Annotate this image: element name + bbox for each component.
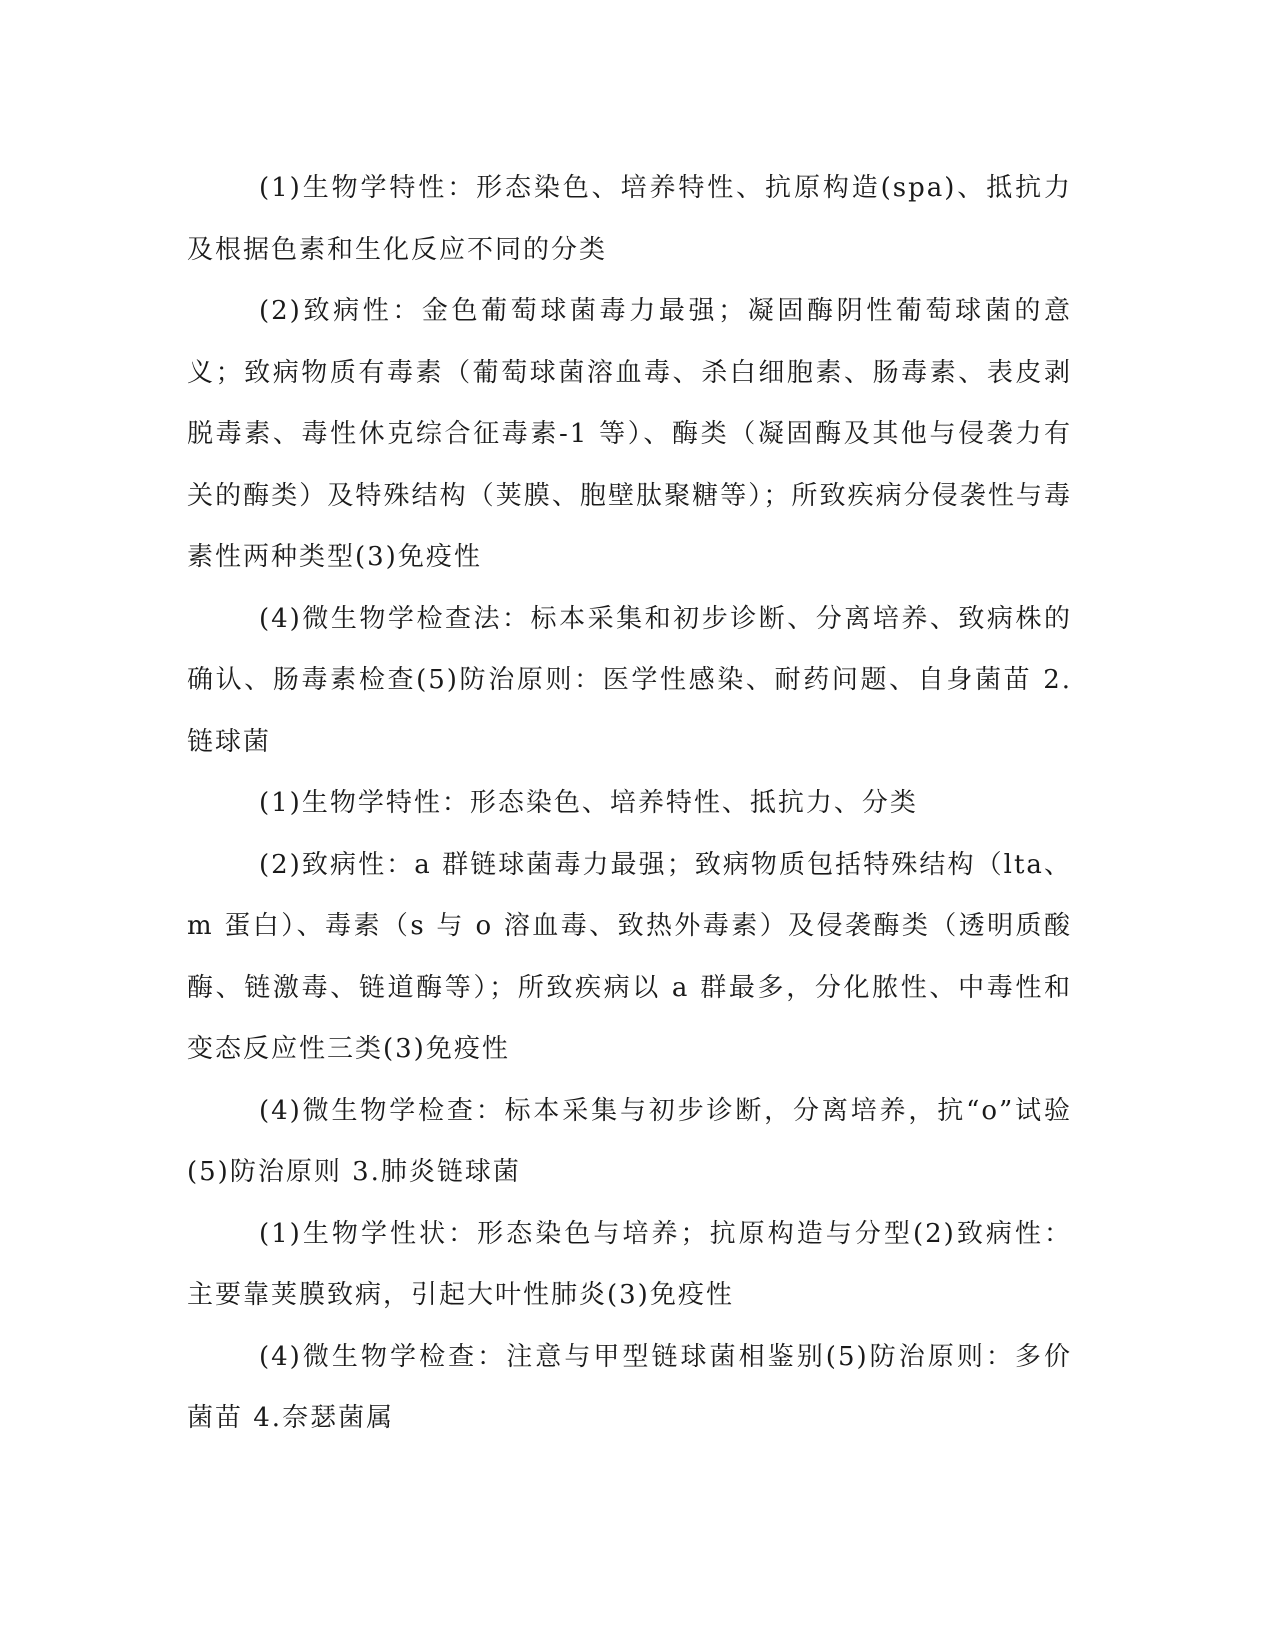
- document-body: [187, 158, 1072, 1450]
- paragraph-strep-pathogenicity: (2)致病性：a 群链球菌毒力最强；致病物质包括特殊结构（lta、m 蛋白）、毒素（s 与 o 溶血毒、致热外毒素）及侵袭酶类（透明质酸酶、链激毒、链道酶等）；所致疾病以 a 群最多，分化脓性、中毒性和变态反应性三类(3)免疫性: [187, 849, 1072, 1064]
- paragraph-staph-lab-tests: (4)微生物学检查法：标本采集和初步诊断、分离培养、致病株的确认、肠毒素检查(5)防治原则：医学性感染、耐药问题、自身菌苗 2.链球菌: [187, 603, 1072, 757]
- paragraph-strep-lab-tests: (4)微生物学检查：标本采集与初步诊断，分离培养，抗“o”试验(5)防治原则 3.肺炎链球菌: [187, 1095, 1072, 1187]
- paragraph-strep-biology: (1)生物学特性：形态染色、培养特性、抵抗力、分类: [259, 788, 918, 818]
- paragraph-pneumococcus-lab-tests: (4)微生物学检查：注意与甲型链球菌相鉴别(5)防治原则：多价菌苗 4.奈瑟菌属: [187, 1341, 1072, 1433]
- paragraph-staph-pathogenicity: (2)致病性：金色葡萄球菌毒力最强；凝固酶阴性葡萄球菌的意义；致病物质有毒素（葡萄球菌溶血毒、杀白细胞素、肠毒素、表皮剥脱毒素、毒性休克综合征毒素-1 等）、酶类（凝固酶及其他与侵袭力有关的酶类）及特殊结构（荚膜、胞壁肽聚糖等）；所致疾病分侵袭性与毒素性两种类型(3)免疫性: [187, 296, 1072, 572]
- paragraph-staph-biology: (1)生物学特性：形态染色、培养特性、抗原构造(spa)、抵抗力及根据色素和生化反应不同的分类: [187, 173, 1072, 265]
- paragraph-pneumococcus-biology: (1)生物学性状：形态染色与培养；抗原构造与分型(2)致病性：主要靠荚膜致病，引起大叶性肺炎(3)免疫性: [187, 1218, 1072, 1310]
